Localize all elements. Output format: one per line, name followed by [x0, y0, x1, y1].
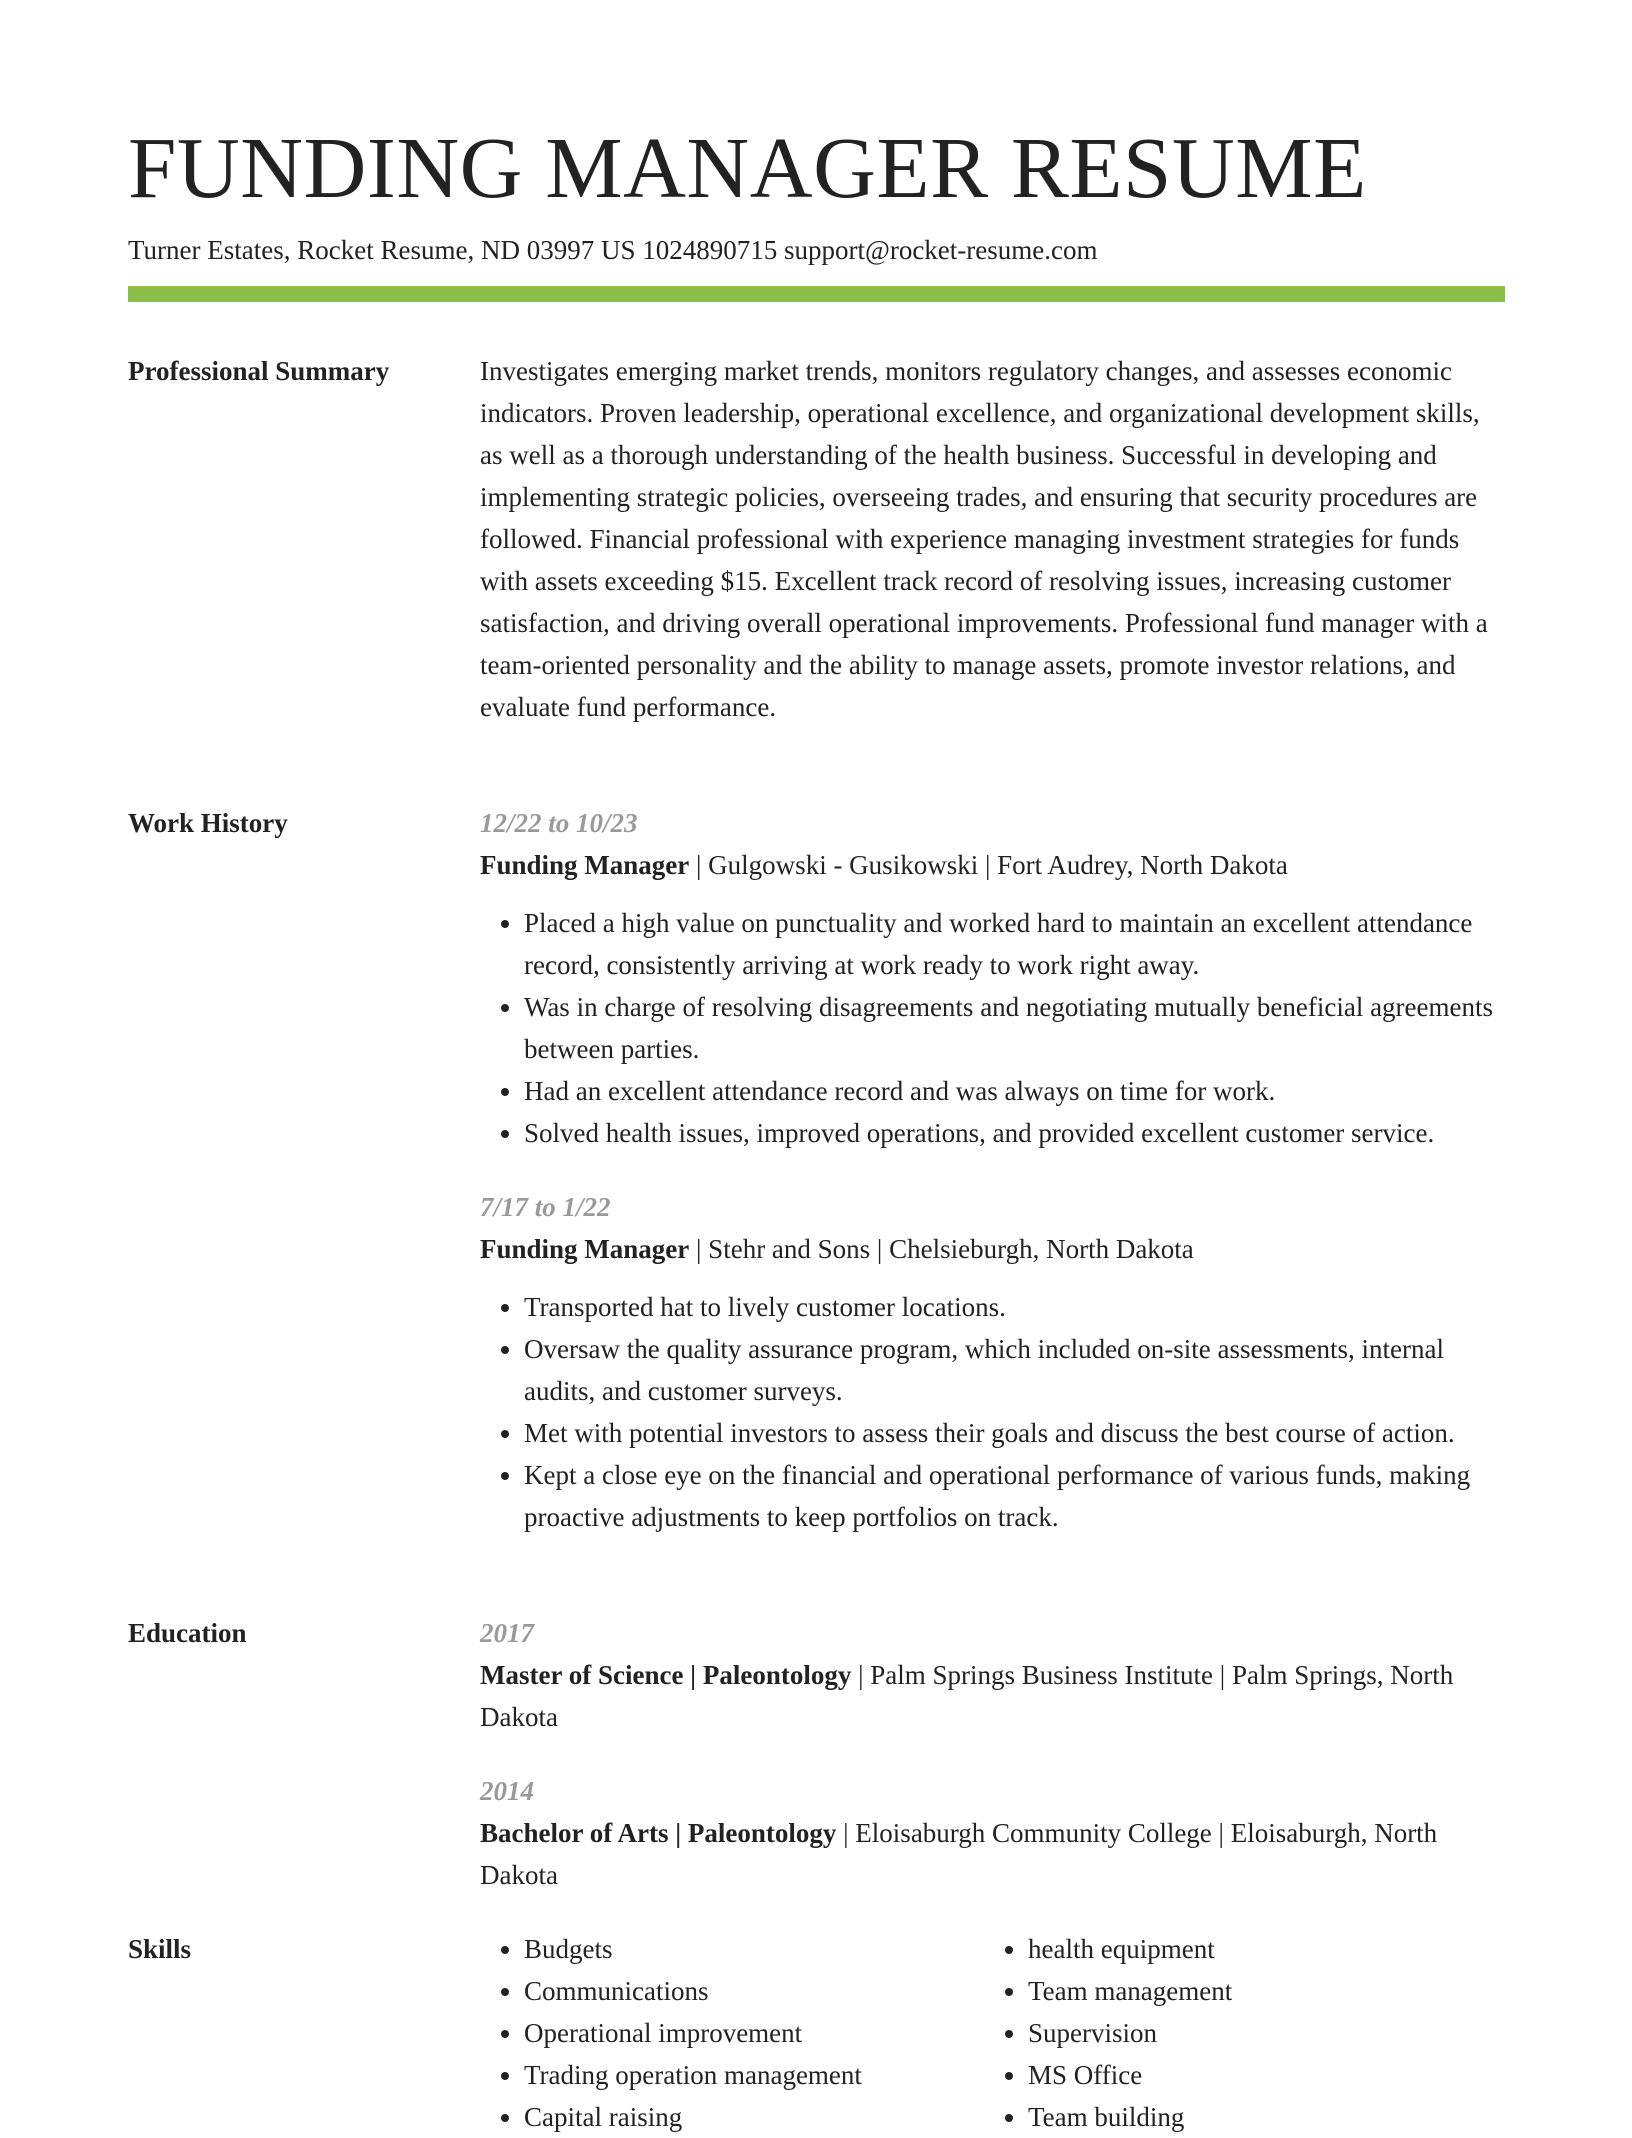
skill-item: • Team building — [1028, 2096, 1484, 2138]
job-details: | Gulgowski - Gusikowski | Fort Audrey, North Dakota — [689, 850, 1288, 880]
summary-body — [480, 350, 1505, 728]
summary-heading: Professional Summary — [128, 356, 390, 386]
skill-item: • Operational improvement — [524, 2012, 980, 2054]
summary-text: Investigates emerging market trends, monitors regulatory changes, and assesses economic indicators. Proven leadership, operational excellence, and organizational development skills, as well as a thorough understanding of the health business. Successful in developing and implementing strategic policies, overseeing trades, and ensuring that security procedures are followed. Financial professional with experience managing investment strategies for funds with assets exceeding $15. Excellent track record of resolving issues, increasing customer satisfaction, and driving overall operational improvements. Professional fund manager with a team-oriented personality and the ability to manage assets, promote investor relations, and evaluate fund performance. — [480, 356, 1488, 722]
education-heading: Education — [128, 1618, 247, 1648]
education-line — [480, 1654, 1505, 1738]
skills-heading: Skills — [128, 1934, 192, 1964]
degree-name: Master of Science | Paleontology — [480, 1660, 852, 1690]
job-line — [480, 844, 1505, 886]
education-details: | Palm Springs Business Institute | Palm Springs, North Dakota — [480, 1660, 1454, 1732]
education-details: | Eloisaburgh Community College | Eloisaburgh, North Dakota — [480, 1818, 1438, 1890]
header-divider — [128, 286, 1505, 302]
job-details: | Stehr and Sons | Chelsieburgh, North Dakota — [689, 1234, 1194, 1264]
skill-item: • Budgets — [524, 1928, 980, 1970]
job-bullets — [480, 902, 1505, 1154]
job-entry — [480, 802, 1505, 1154]
job-bullets — [480, 1286, 1505, 1538]
job-bullet: • Transported hat to lively customer locations. — [524, 1286, 1505, 1328]
skills-column-2 — [984, 1928, 1484, 2138]
contact-line: Turner Estates, Rocket Resume, ND 03997 US 1024890715 support@rocket-resume.com — [128, 235, 1098, 265]
skill-item: • Team management — [1028, 1970, 1484, 2012]
education-year: 2017 — [480, 1618, 534, 1648]
skill-item: • MS Office — [1028, 2054, 1484, 2096]
job-bullet: • Met with potential investors to assess their goals and discuss the best course of action. — [524, 1412, 1505, 1454]
education-year: 2014 — [480, 1776, 534, 1806]
work-history-heading: Work History — [128, 808, 288, 838]
job-bullet: • Placed a high value on punctuality and worked hard to maintain an excellent attendance record, consistently arriving at work ready to work right away. — [524, 902, 1505, 986]
skill-item: • Trading operation management — [524, 2054, 980, 2096]
job-entry — [480, 1186, 1505, 1538]
education-entry — [480, 1612, 1505, 1738]
job-bullet: • Solved health issues, improved operations, and provided excellent customer service. — [524, 1112, 1505, 1154]
job-bullet: • Was in charge of resolving disagreements and negotiating mutually beneficial agreements between parties. — [524, 986, 1505, 1070]
job-line — [480, 1228, 1505, 1270]
skill-item: • Supervision — [1028, 2012, 1484, 2054]
job-title: Funding Manager — [480, 850, 690, 880]
job-dates: 7/17 to 1/22 — [480, 1192, 611, 1222]
education-line — [480, 1812, 1505, 1896]
job-bullet: • Kept a close eye on the financial and operational performance of various funds, making proactive adjustments to keep portfolios on track. — [524, 1454, 1505, 1538]
skill-item: • Communications — [524, 1970, 980, 2012]
education-entry — [480, 1770, 1505, 1896]
degree-name: Bachelor of Arts | Paleontology — [480, 1818, 837, 1848]
job-bullet: • Oversaw the quality assurance program, which included on-site assessments, internal audits, and customer surveys. — [524, 1328, 1505, 1412]
job-title: Funding Manager — [480, 1234, 690, 1264]
job-bullet: • Had an excellent attendance record and was always on time for work. — [524, 1070, 1505, 1112]
job-dates: 12/22 to 10/23 — [480, 808, 638, 838]
skills-column-1 — [480, 1928, 980, 2138]
page-title: FUNDING MANAGER RESUME — [128, 119, 1367, 216]
skill-item: • health equipment — [1028, 1928, 1484, 1970]
skill-item: • Capital raising — [524, 2096, 980, 2138]
